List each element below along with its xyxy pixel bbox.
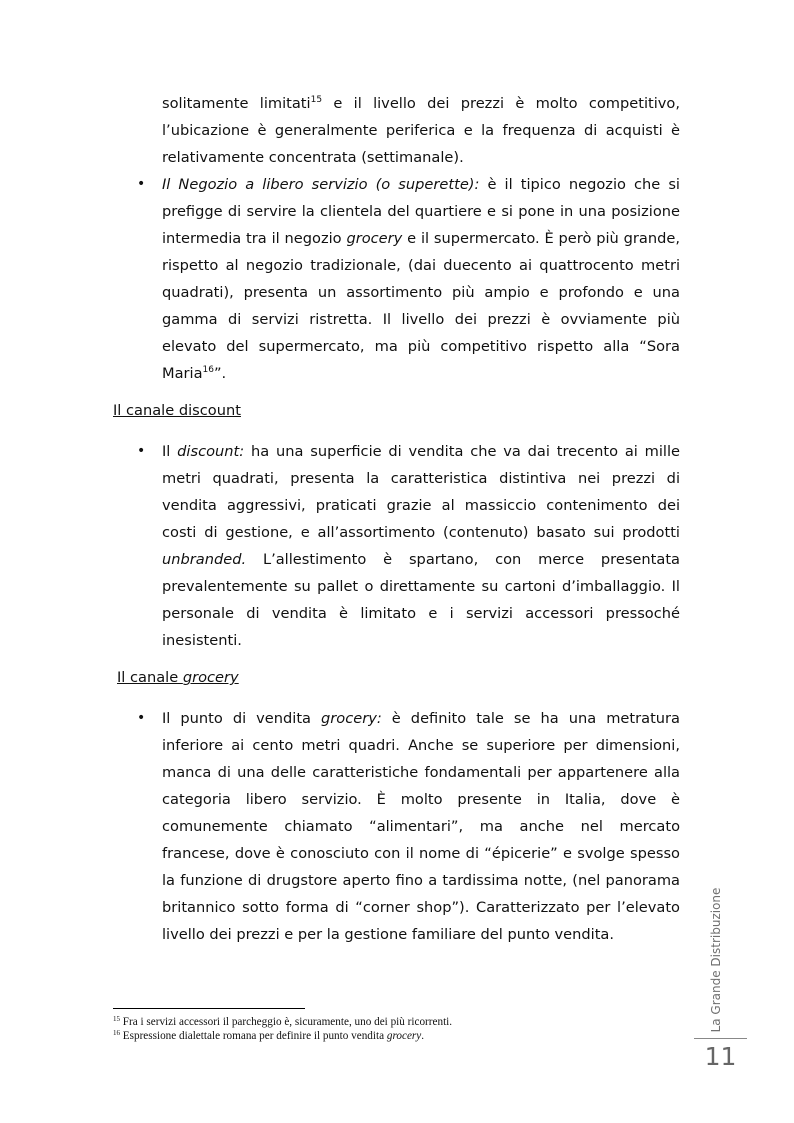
bullet-marker: • [137,443,146,459]
page-number: 11 [704,1042,737,1071]
bullet-marker: • [137,710,146,726]
section-heading-discount: Il canale discount [113,402,241,419]
text: solitamente limitati [162,95,311,112]
italic-term: unbranded. [162,551,247,568]
italic-term: grocery [182,669,239,686]
side-title-text: La Grande Distribuzione [709,887,723,1033]
paragraph-superette [162,171,680,387]
footnote-number: 15 [113,1015,120,1023]
footnote-text: . [421,1030,425,1042]
footnote-ref-15[interactable]: 15 [310,95,323,105]
bullet-marker: • [137,176,146,192]
text: ha una superficie di vendita che va dai trecento ai mille metri quadrati, presenta la caratteristica distintiva nei prezzi di vendita aggressivi, praticati grazie al massiccio contenimento dei costi di gestione, e all’assortimento (contenuto) basato sui prodotti [162,443,680,541]
italic-term: discount: [177,443,245,460]
text: Il punto di vendita [162,710,322,727]
text: Il canale [117,669,183,686]
text: ”. [214,365,227,382]
italic-term: Il Negozio a libero servizio (o superette): [162,176,480,193]
paragraph-discount [162,438,680,654]
footnote-text: Fra i servizi accessori il parcheggio è, sicuramente, uno dei più ricorrenti. [120,1016,453,1028]
paragraph-item1-continuation [162,90,680,171]
section-heading-grocery [117,666,239,690]
text: L’allestimento è spartano, con merce presentata prevalentemente su pallet o direttamente su cartoni d’imballaggio. Il personale di vendita è limitato e i servizi accessori pressoché inesistenti. [162,551,680,649]
page-number-rule [694,1038,747,1039]
italic-term: grocery: [321,710,382,727]
text: Il [162,443,178,460]
italic-term: grocery [386,1030,422,1042]
italic-term: grocery [346,230,403,247]
text: e il livello dei prezzi è molto competitivo, l’ubicazione è generalmente periferica e la frequenza di acquisti è relativamente concentrata (settimanale). [162,95,680,166]
text: è il tipico negozio che si prefigge di servire la clientela del quartiere e si pone in una posizione intermedia tra il negozio [162,176,680,247]
running-side-title [703,888,729,1032]
footnote-ref-16[interactable]: 16 [202,365,214,375]
text: è definito tale se ha una metratura inferiore ai cento metri quadri. Anche se superiore per dimensioni, manca di una delle caratteristiche fondamentali per appartenere alla categoria libero servizio. È molto presente in Italia, dove è comunemente chiamato “alimentari”, ma anche nel mercato francese, dove è conosciuto con il nome di “épicerie” e svolge spesso la funzione di drugstore aperto fino a tardissima notte, (nel panorama britannico sotto forma di “corner shop”). Caratterizzato per l’elevato livello dei prezzi e per la gestione familiare del punto vendita. [162,710,680,943]
footnote-separator [113,1008,305,1009]
paragraph-grocery [162,705,680,948]
footnote-16 [113,1030,424,1043]
footnote-text: Espressione dialettale romana per definire il punto vendita [120,1030,387,1042]
footnote-15 [113,1016,452,1029]
text: e il supermercato. È però più grande, rispetto al negozio tradizionale, (dai duecento ai quattrocento metri quadrati), presenta un assortimento più ampio e profondo e una gamma di servizi ristretta. Il livello dei prezzi è ovviamente più elevato del supermercato, ma più competitivo rispetto alla “Sora Maria [162,230,680,382]
footnote-number: 16 [113,1029,120,1037]
